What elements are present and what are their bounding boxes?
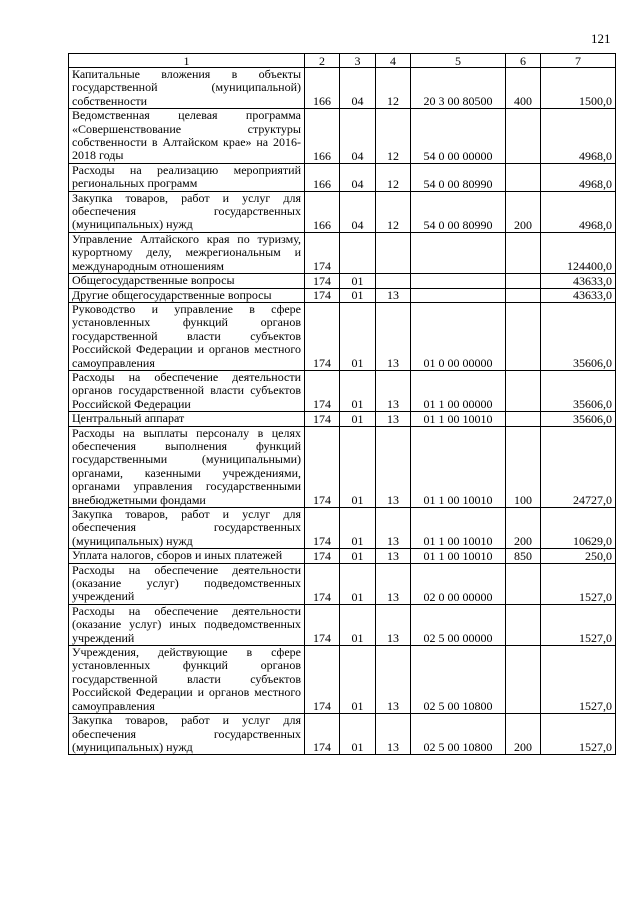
- row-name: Расходы на обеспечение деятельности (оказание услуг) подведомственных учреждений: [69, 563, 305, 604]
- admin-code: 174: [305, 508, 340, 549]
- section-code: 01: [340, 604, 376, 645]
- subsection-code: 12: [376, 163, 411, 191]
- table-row: [69, 714, 616, 755]
- table-row: [69, 68, 616, 109]
- amount: 4968,0: [541, 163, 616, 191]
- section-code: 01: [340, 508, 376, 549]
- admin-code: 174: [305, 646, 340, 714]
- subsection-code: 13: [376, 302, 411, 370]
- admin-code: 174: [305, 232, 340, 273]
- header-col-7: 7: [541, 54, 616, 68]
- expense-type: 400: [506, 68, 541, 109]
- table-row: [69, 302, 616, 370]
- expense-type: 100: [506, 426, 541, 507]
- expense-type: [506, 274, 541, 288]
- table-row: [69, 109, 616, 164]
- admin-code: 174: [305, 274, 340, 288]
- section-code: [340, 232, 376, 273]
- admin-code: 174: [305, 288, 340, 302]
- table-row: [69, 191, 616, 232]
- section-code: 04: [340, 109, 376, 164]
- subsection-code: 13: [376, 714, 411, 755]
- header-col-1: 1: [69, 54, 305, 68]
- amount: 4968,0: [541, 191, 616, 232]
- amount: 1527,0: [541, 604, 616, 645]
- target-article: 01 1 00 10010: [411, 549, 506, 563]
- amount: 24727,0: [541, 426, 616, 507]
- expense-type: 200: [506, 508, 541, 549]
- expense-type: [506, 163, 541, 191]
- row-name: Расходы на обеспечение деятельности органов государственной власти субъектов Российской Федерации: [69, 370, 305, 411]
- admin-code: 174: [305, 412, 340, 426]
- section-code: 01: [340, 370, 376, 411]
- expense-type: 850: [506, 549, 541, 563]
- amount: 43633,0: [541, 274, 616, 288]
- section-code: 01: [340, 646, 376, 714]
- subsection-code: 13: [376, 646, 411, 714]
- admin-code: 166: [305, 68, 340, 109]
- expense-type: [506, 412, 541, 426]
- header-col-4: 4: [376, 54, 411, 68]
- subsection-code: 12: [376, 68, 411, 109]
- amount: 1527,0: [541, 714, 616, 755]
- section-code: 01: [340, 288, 376, 302]
- subsection-code: 13: [376, 508, 411, 549]
- target-article: 54 0 00 80990: [411, 163, 506, 191]
- amount: 43633,0: [541, 288, 616, 302]
- row-name: Закупка товаров, работ и услуг для обеспечения государственных (муниципальных) нужд: [69, 508, 305, 549]
- table-row: [69, 163, 616, 191]
- row-name: Учреждения, действующие в сфере установленных функций органов государственной власти субъектов Российской Федерации и органов местного самоуправления: [69, 646, 305, 714]
- target-article: 01 1 00 10010: [411, 412, 506, 426]
- table-row: [69, 232, 616, 273]
- section-code: 01: [340, 563, 376, 604]
- expense-type: [506, 232, 541, 273]
- table-row: [69, 646, 616, 714]
- target-article: [411, 274, 506, 288]
- target-article: 02 5 00 10800: [411, 714, 506, 755]
- amount: 35606,0: [541, 370, 616, 411]
- subsection-code: 13: [376, 604, 411, 645]
- row-name: Закупка товаров, работ и услуг для обеспечения государственных (муниципальных) нужд: [69, 714, 305, 755]
- amount: 124400,0: [541, 232, 616, 273]
- admin-code: 174: [305, 714, 340, 755]
- amount: 1527,0: [541, 646, 616, 714]
- subsection-code: 13: [376, 549, 411, 563]
- target-article: 01 0 00 00000: [411, 302, 506, 370]
- target-article: 54 0 00 80990: [411, 191, 506, 232]
- budget-table: [68, 53, 616, 755]
- amount: 4968,0: [541, 109, 616, 164]
- table-row: [69, 563, 616, 604]
- amount: 250,0: [541, 549, 616, 563]
- expense-type: [506, 646, 541, 714]
- admin-code: 174: [305, 549, 340, 563]
- admin-code: 166: [305, 109, 340, 164]
- expense-type: 200: [506, 191, 541, 232]
- row-name: Капитальные вложения в объекты государственной (муниципальной) собственности: [69, 68, 305, 109]
- row-name: Закупка товаров, работ и услуг для обеспечения государственных (муниципальных) нужд: [69, 191, 305, 232]
- page-number: 121: [591, 31, 611, 46]
- row-name: Ведомственная целевая программа «Совершенствование структуры собственности в Алтайском крае» на 2016-2018 годы: [69, 109, 305, 164]
- target-article: 54 0 00 00000: [411, 109, 506, 164]
- subsection-code: 13: [376, 426, 411, 507]
- row-name: Другие общегосударственные вопросы: [69, 288, 305, 302]
- amount: 10629,0: [541, 508, 616, 549]
- subsection-code: [376, 232, 411, 273]
- target-article: 20 3 00 80500: [411, 68, 506, 109]
- subsection-code: 12: [376, 109, 411, 164]
- target-article: 01 1 00 10010: [411, 508, 506, 549]
- admin-code: 166: [305, 163, 340, 191]
- row-name: Уплата налогов, сборов и иных платежей: [69, 549, 305, 563]
- table-row: [69, 274, 616, 288]
- target-article: 02 5 00 00000: [411, 604, 506, 645]
- subsection-code: 13: [376, 288, 411, 302]
- expense-type: [506, 109, 541, 164]
- expense-type: [506, 302, 541, 370]
- admin-code: 174: [305, 370, 340, 411]
- table-row: [69, 426, 616, 507]
- table-row: [69, 549, 616, 563]
- admin-code: 174: [305, 426, 340, 507]
- admin-code: 174: [305, 604, 340, 645]
- row-name: Расходы на выплаты персоналу в целях обеспечения выполнения функций государственными (муниципальными) органами, казенными учреждениями, органами управления государственными внебюджетными фондами: [69, 426, 305, 507]
- admin-code: 174: [305, 563, 340, 604]
- target-article: 02 5 00 10800: [411, 646, 506, 714]
- target-article: 01 1 00 10010: [411, 426, 506, 507]
- admin-code: 166: [305, 191, 340, 232]
- section-code: 01: [340, 412, 376, 426]
- subsection-code: 13: [376, 412, 411, 426]
- admin-code: 174: [305, 302, 340, 370]
- target-article: 02 0 00 00000: [411, 563, 506, 604]
- table-row: [69, 288, 616, 302]
- row-name: Центральный аппарат: [69, 412, 305, 426]
- expense-type: [506, 563, 541, 604]
- section-code: 04: [340, 163, 376, 191]
- subsection-code: [376, 274, 411, 288]
- section-code: 04: [340, 191, 376, 232]
- section-code: 04: [340, 68, 376, 109]
- row-name: Расходы на реализацию мероприятий региональных программ: [69, 163, 305, 191]
- amount: 1500,0: [541, 68, 616, 109]
- row-name: Руководство и управление в сфере установленных функций органов государственной власти субъектов Российской Федерации и органов местного самоуправления: [69, 302, 305, 370]
- row-name: Управление Алтайского края по туризму, курортному делу, межрегиональным и международным отношениям: [69, 232, 305, 273]
- section-code: 01: [340, 274, 376, 288]
- amount: 1527,0: [541, 563, 616, 604]
- table-row: [69, 370, 616, 411]
- table-body: [69, 68, 616, 755]
- expense-type: [506, 370, 541, 411]
- subsection-code: 13: [376, 563, 411, 604]
- expense-type: [506, 288, 541, 302]
- expense-type: [506, 604, 541, 645]
- header-col-3: 3: [340, 54, 376, 68]
- expense-type: 200: [506, 714, 541, 755]
- table-row: [69, 508, 616, 549]
- target-article: 01 1 00 00000: [411, 370, 506, 411]
- section-code: 01: [340, 426, 376, 507]
- amount: 35606,0: [541, 302, 616, 370]
- table-row: [69, 412, 616, 426]
- target-article: [411, 232, 506, 273]
- amount: 35606,0: [541, 412, 616, 426]
- table-row: [69, 604, 616, 645]
- section-code: 01: [340, 302, 376, 370]
- row-name: Расходы на обеспечение деятельности (оказание услуг) иных подведомственных учреждений: [69, 604, 305, 645]
- row-name: Общегосударственные вопросы: [69, 274, 305, 288]
- subsection-code: 12: [376, 191, 411, 232]
- section-code: 01: [340, 549, 376, 563]
- target-article: [411, 288, 506, 302]
- subsection-code: 13: [376, 370, 411, 411]
- header-row: [69, 54, 616, 68]
- header-col-2: 2: [305, 54, 340, 68]
- header-col-6: 6: [506, 54, 541, 68]
- section-code: 01: [340, 714, 376, 755]
- header-col-5: 5: [411, 54, 506, 68]
